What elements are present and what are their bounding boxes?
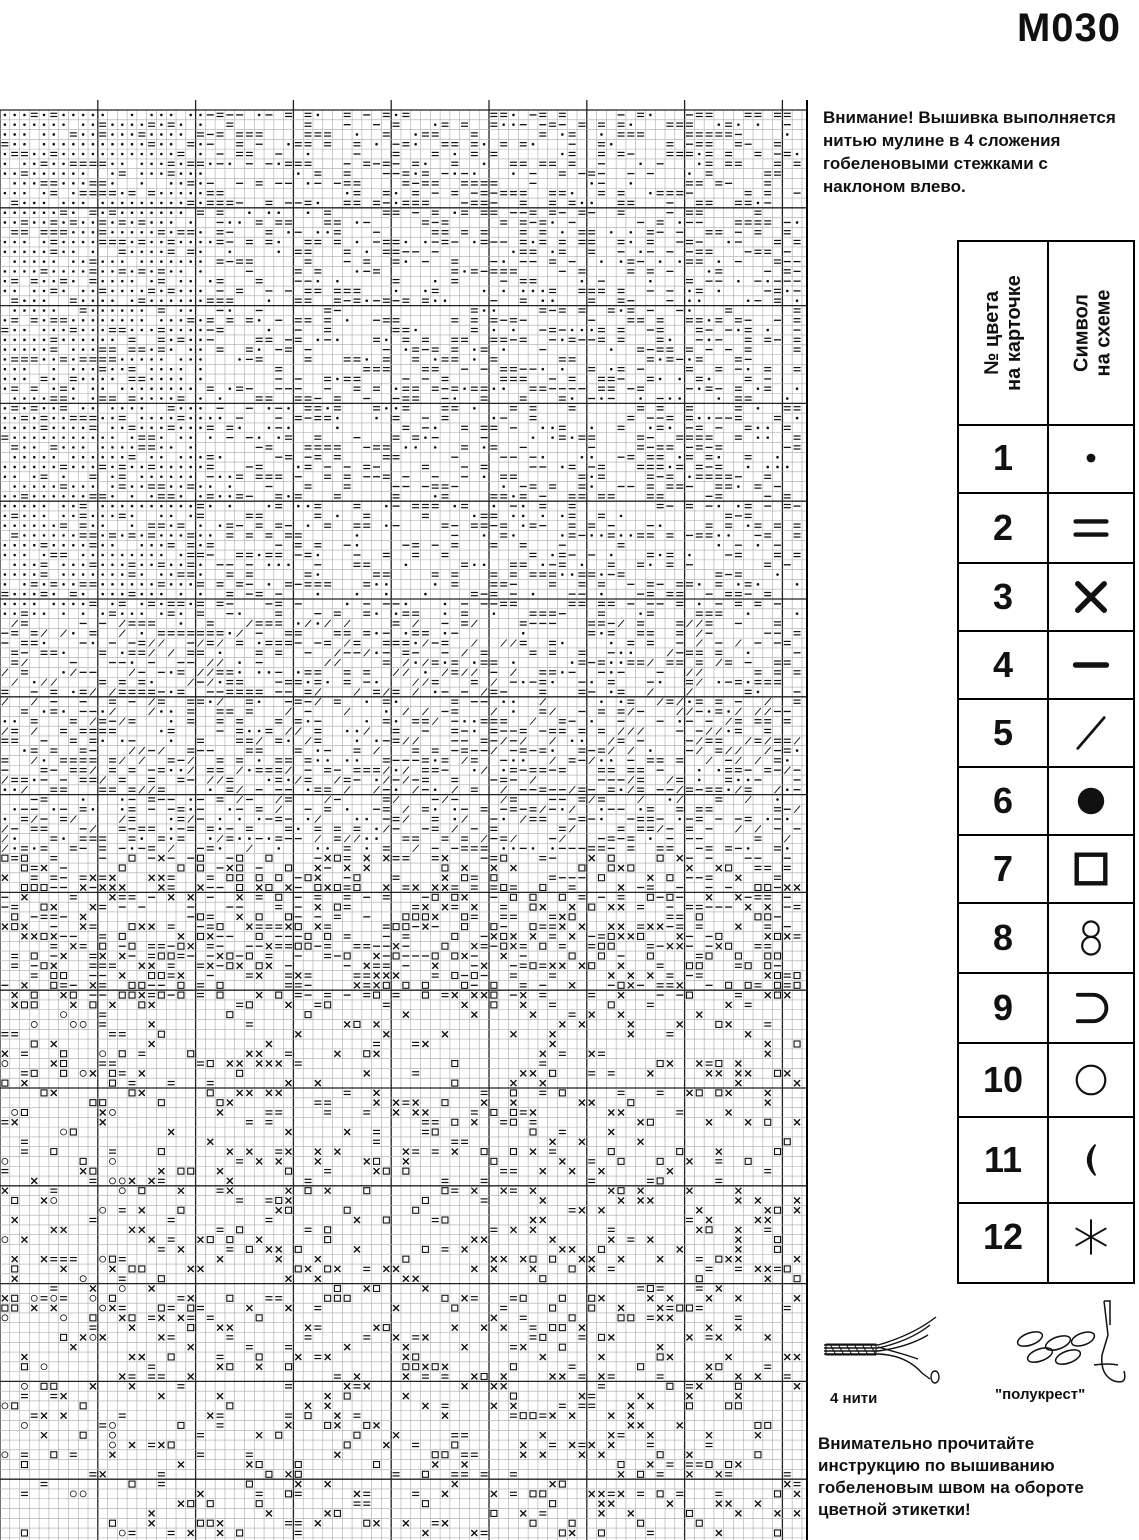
half-cross-label: "полукрест" <box>995 1386 1086 1403</box>
legend-color-number: 8 <box>992 917 1014 958</box>
half-cross-stitch-icon <box>1016 1301 1125 1382</box>
cross-stitch-chart <box>0 100 808 1540</box>
legend-row <box>959 1202 1133 1270</box>
threads-label: 4 нити <box>830 1390 878 1407</box>
legend-color-number: 2 <box>992 507 1014 548</box>
legend-symbol <box>1049 1118 1133 1202</box>
legend-symbol <box>1049 904 1133 972</box>
legend-symbol <box>1049 836 1133 902</box>
legend-symbol <box>1049 768 1133 834</box>
legend-row <box>959 424 1133 492</box>
legend-row <box>959 492 1133 562</box>
legend-row <box>959 698 1133 766</box>
u-shape-symbol-icon <box>1069 986 1113 1030</box>
legend-color-number: 10 <box>982 1059 1024 1100</box>
header-symbol: Символ на схеме <box>1071 289 1115 377</box>
legend-symbol <box>1049 974 1133 1042</box>
legend-row <box>959 766 1133 834</box>
legend-symbol <box>1049 1204 1133 1270</box>
asterisk-symbol-icon <box>1069 1215 1113 1259</box>
legend-color-number: 1 <box>992 437 1014 478</box>
legend-color-number: 3 <box>992 576 1014 617</box>
legend-row <box>959 902 1133 972</box>
legend-color-number: 4 <box>992 644 1014 685</box>
legend-color-number: 11 <box>983 1139 1023 1180</box>
legend-header <box>959 242 1133 426</box>
legend-symbol <box>1049 564 1133 630</box>
pattern-code: M030 <box>1016 6 1121 50</box>
dot-symbol-icon <box>1069 436 1113 480</box>
legend-color-number: 9 <box>992 987 1014 1028</box>
legend-symbol <box>1049 424 1133 492</box>
legend-color-number: 5 <box>992 712 1014 753</box>
crescent-symbol-icon <box>1069 1138 1113 1182</box>
double-dash-symbol-icon <box>1069 506 1113 550</box>
four-threads-icon <box>824 1317 939 1383</box>
legend-color-number: 7 <box>992 848 1014 889</box>
legend-row <box>959 562 1133 630</box>
legend-row <box>959 1042 1133 1116</box>
legend-color-number: 6 <box>992 780 1014 821</box>
embroidery-notice: Внимание! Вышивка выполняется нитью мулине в 4 сложения гобеленовыми стежками с наклоном влево. <box>823 108 1116 196</box>
chart-grid <box>0 100 806 1540</box>
legend-row <box>959 1116 1133 1202</box>
legend-symbol <box>1049 632 1133 698</box>
filled-circle-symbol-icon <box>1069 779 1113 823</box>
square-symbol-icon <box>1069 847 1113 891</box>
legend-symbol <box>1049 700 1133 766</box>
legend-symbol <box>1049 494 1133 562</box>
legend-symbol <box>1049 1044 1133 1116</box>
figure-eight-symbol-icon <box>1069 916 1113 960</box>
cross-symbol-icon <box>1069 575 1113 619</box>
symbol-legend-table <box>957 240 1135 1284</box>
instruction-footer: Внимательно прочитайте инструкцию по вышиванию гобеленовым швом на обороте цветной этикетки! <box>818 1434 1084 1519</box>
dash-symbol-icon <box>1069 643 1113 687</box>
hollow-circle-symbol-icon <box>1069 1058 1113 1102</box>
legend-row <box>959 972 1133 1042</box>
legend-row <box>959 630 1133 698</box>
slash-symbol-icon <box>1069 711 1113 755</box>
legend-color-number: 12 <box>982 1216 1024 1257</box>
header-color-number: № цвета на карточке <box>981 275 1025 391</box>
legend-row <box>959 834 1133 902</box>
